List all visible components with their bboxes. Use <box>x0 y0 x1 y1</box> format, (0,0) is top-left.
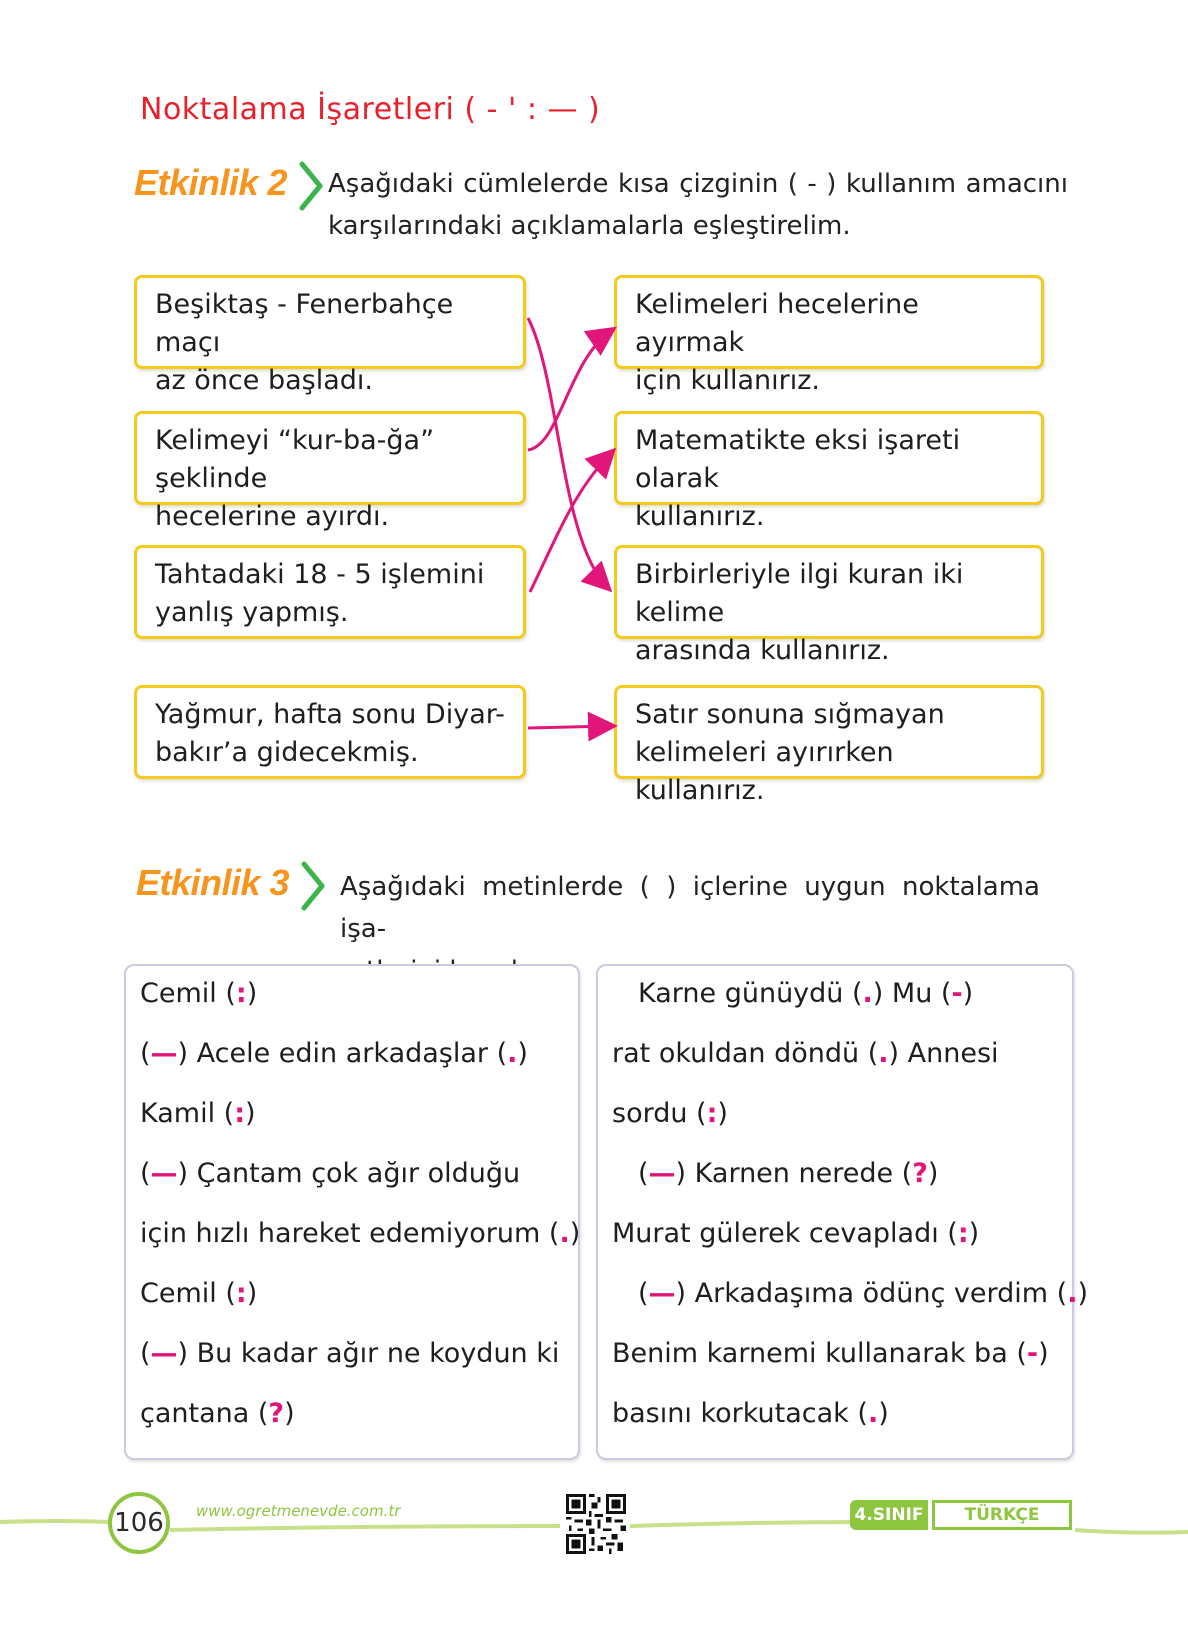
dialogue-text: ) <box>569 1218 581 1249</box>
dialogue-text: ( <box>638 1278 649 1309</box>
dialogue-line <box>612 1398 889 1429</box>
dialogue-text: Murat gülerek cevapladı ( <box>612 1218 958 1249</box>
right-explanation-3-line2: arasında kullanırız. <box>635 635 890 666</box>
dialogue-text: ( <box>638 1158 649 1189</box>
dialogue-text: ) <box>517 1038 528 1069</box>
dialogue-text: ) Karnen nerede ( <box>675 1158 913 1189</box>
dialogue-line <box>140 1158 520 1189</box>
dialogue-text: sordu ( <box>612 1098 707 1129</box>
answer-mark: — <box>150 1038 178 1069</box>
dialogue-text: ) Çantam çok ağır olduğu <box>177 1158 521 1189</box>
dialogue-line <box>140 1218 580 1249</box>
answer-mark: . <box>878 1038 889 1069</box>
answer-mark: . <box>507 1038 518 1069</box>
dialogue-box-right <box>596 964 1089 1460</box>
answer-mark: . <box>1067 1278 1078 1309</box>
answer-mark: — <box>150 1158 178 1189</box>
dialogue-line <box>140 1398 295 1429</box>
dialogue-text: ) Bu kadar ağır ne koydun ki <box>177 1338 560 1369</box>
section-title: Noktalama İşaretleri ( - ' : — ) <box>140 92 601 127</box>
answer-mark: . <box>862 978 873 1009</box>
answer-mark: - <box>951 978 963 1009</box>
subject-badge <box>932 1500 1072 1530</box>
dialogue-line <box>140 1338 559 1369</box>
dialogue-text: ) <box>927 1158 939 1189</box>
page-number: 106 <box>114 1508 164 1538</box>
dialogue-text: rat okuldan döndü ( <box>612 1038 879 1069</box>
answer-mark: : <box>234 1098 246 1129</box>
left-sentence-1-line1: Beşiktaş - Fenerbahçe maçı <box>155 289 454 358</box>
answer-mark: . <box>559 1218 570 1249</box>
website-link[interactable]: www.ogretmenevde.com.tr <box>196 1502 401 1520</box>
answer-mark: — <box>648 1158 676 1189</box>
arrow-1-to-3 <box>528 318 608 588</box>
dialogue-text: Kamil ( <box>140 1098 235 1129</box>
answer-mark: : <box>235 1278 247 1309</box>
arrow-3-to-2 <box>530 452 612 592</box>
dialogue-line <box>140 978 257 1009</box>
dialogue-text: ) <box>245 1098 256 1129</box>
answer-mark: : <box>235 978 247 1009</box>
dialogue-line <box>612 1338 1049 1369</box>
left-sentence-3-line2: yanlış yapmış. <box>155 597 349 628</box>
arrow-4-to-4 <box>528 726 612 728</box>
right-explanation-4-line1: Satır sonuna sığmayan <box>635 699 945 730</box>
dialogue-text: ) <box>1038 1338 1049 1369</box>
dialogue-line <box>638 978 973 1009</box>
dialogue-text: ) <box>246 978 258 1009</box>
dialogue-text: ) Arkadaşıma ödünç verdim ( <box>675 1278 1068 1309</box>
answer-mark: : <box>706 1098 718 1129</box>
chevron-right-icon <box>300 860 328 912</box>
answer-mark: ? <box>268 1398 285 1429</box>
dialogue-text: ) Acele edin arkadaşlar ( <box>177 1038 508 1069</box>
left-sentence-4-line2: bakır’a gidecekmiş. <box>155 737 419 768</box>
grade-label: 4.SINIF <box>854 1505 924 1525</box>
dialogue-text: Benim karnemi kullanarak ba ( <box>612 1338 1027 1369</box>
dialogue-text: çantana ( <box>140 1398 269 1429</box>
dialogue-text: ) <box>1077 1278 1089 1309</box>
subject-label: TÜRKÇE <box>964 1505 1040 1525</box>
answer-mark: ? <box>912 1158 928 1189</box>
right-explanation-3-line1: Birbirleriyle ilgi kuran iki kelime <box>635 559 964 628</box>
dialogue-text: ) <box>246 1278 258 1309</box>
dialogue-text: Cemil ( <box>140 1278 236 1309</box>
dialogue-text: ) <box>968 1218 980 1249</box>
answer-mark: . <box>867 1398 879 1429</box>
dialogue-text: ) Annesi <box>888 1038 999 1069</box>
activity3-instruction-line1: Aşağıdaki metinlerde ( ) içlerine uygun noktalama işa- <box>340 872 1040 944</box>
dialogue-text: ( <box>140 1338 151 1369</box>
dialogue-text: Cemil ( <box>140 978 236 1009</box>
dialogue-box-left <box>124 964 580 1460</box>
dialogue-line <box>638 1158 938 1189</box>
activity2-instruction-line2: karşılarındaki açıklamalarla eşleştirelim. <box>328 211 851 241</box>
activity2-label: Etkinlik 2 <box>134 162 288 203</box>
dialogue-text: ( <box>140 1038 151 1069</box>
left-sentence-2-line2: hecelerine ayırdı. <box>155 501 390 532</box>
dialogue-line <box>612 1218 979 1249</box>
dialogue-line <box>638 1278 1088 1309</box>
dialogue-text: Karne günüydü ( <box>638 978 863 1009</box>
dialogue-line <box>140 1098 256 1129</box>
right-explanation-1-line1: Kelimeleri hecelerine ayırmak <box>635 289 919 358</box>
dialogue-line <box>612 1098 728 1129</box>
dialogue-line <box>612 1038 999 1069</box>
right-explanation-4-line2: kelimeleri ayırırken kullanırız. <box>635 737 894 806</box>
right-explanation-2-line2: kullanırız. <box>635 501 765 532</box>
page-number-badge <box>108 1492 170 1554</box>
answer-mark: - <box>1026 1338 1039 1369</box>
activity2-instruction-line1: Aşağıdaki cümlelerde kısa çizginin ( - ) kullanım amacını <box>328 169 1068 199</box>
left-sentence-3-line1: Tahtadaki 18 - 5 işlemini <box>155 559 485 590</box>
dialogue-line <box>140 1278 257 1309</box>
left-sentence-1-line2: az önce başladı. <box>155 365 373 396</box>
dialogue-text: ( <box>140 1158 151 1189</box>
right-explanation-2-line1: Matematikte eksi işareti olarak <box>635 425 961 494</box>
left-sentence-2-line1: Kelimeyi “kur-ba-ğa” şeklinde <box>155 425 435 494</box>
dialogue-text: ) Mu ( <box>872 978 952 1009</box>
dialogue-text: için hızlı hareket edemiyorum ( <box>140 1218 560 1249</box>
dialogue-text: ) <box>962 978 974 1009</box>
grade-badge <box>850 1500 928 1530</box>
qr-code-icon <box>566 1494 626 1554</box>
dialogue-text: ) <box>717 1098 728 1129</box>
dialogue-line <box>140 1038 528 1069</box>
answer-mark: — <box>648 1278 676 1309</box>
dialogue-text: ) <box>878 1398 889 1429</box>
answer-mark: : <box>957 1218 969 1249</box>
left-sentence-4-line1: Yağmur, hafta sonu Diyar- <box>155 699 505 730</box>
dialogue-text: ) <box>284 1398 295 1429</box>
dialogue-text: basını korkutacak ( <box>612 1398 868 1429</box>
activity3-label: Etkinlik 3 <box>136 862 290 903</box>
right-explanation-1-line2: için kullanırız. <box>635 365 820 396</box>
answer-mark: — <box>150 1338 178 1369</box>
